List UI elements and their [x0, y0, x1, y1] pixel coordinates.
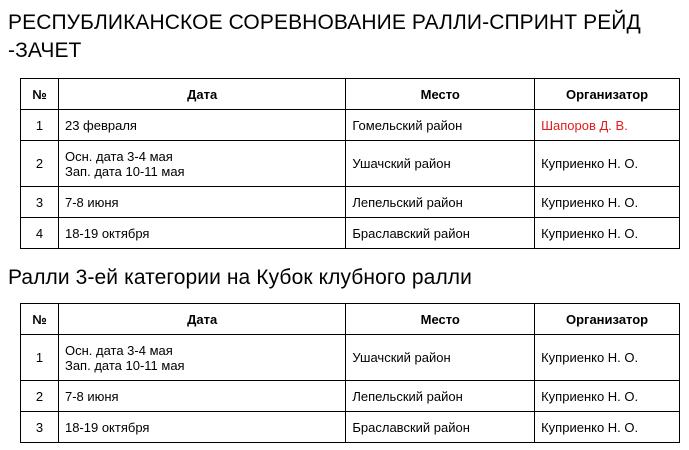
row-place: Ушачский район: [346, 141, 535, 187]
date-line: Зап. дата 10-11 мая: [64, 357, 185, 373]
table-row: [21, 141, 680, 187]
date-line: Осн. дата 3-4 мая: [64, 342, 173, 358]
header-organizer: Организатор: [535, 304, 680, 335]
section-title: Ралли 3-ей категории на Кубок клубного ралли: [8, 266, 472, 289]
row-number: 2: [21, 381, 59, 412]
date-line: Осн. дата 3-4 мая: [64, 148, 173, 164]
header-date: Дата: [58, 304, 345, 335]
header-place: Место: [346, 304, 535, 335]
row-organizer: Куприенко Н. О.: [535, 412, 680, 443]
row-organizer: Куприенко Н. О.: [535, 141, 680, 187]
row-organizer: Куприенко Н. О.: [535, 187, 680, 218]
table-header-row: [21, 304, 680, 335]
date-line: Зап. дата 10-11 мая: [64, 163, 185, 179]
table-row: [21, 218, 680, 249]
date-line: 18-19 октября: [64, 225, 150, 241]
row-place: Браславский район: [346, 218, 535, 249]
row-date: [58, 412, 345, 443]
row-place: Ушачский район: [346, 335, 535, 381]
date-line: 18-19 октября: [64, 419, 150, 435]
row-number: 3: [21, 412, 59, 443]
row-number: 3: [21, 187, 59, 218]
date-line: 7-8 июня: [64, 194, 119, 210]
page-title: РЕСПУБЛИКАНСКОЕ СОРЕВНОВАНИЕ РАЛЛИ-СПРИНТ РЕЙД -ЗАЧЕТ: [8, 11, 641, 62]
row-organizer[interactable]: [535, 110, 680, 141]
row-date: [58, 218, 345, 249]
table-row: [21, 412, 680, 443]
organizer-link[interactable]: Шапоров Д. В.: [541, 117, 628, 133]
date-line: 7-8 июня: [64, 388, 119, 404]
row-place: Браславский район: [346, 412, 535, 443]
table-row: [21, 335, 680, 381]
row-place: Лепельский район: [346, 187, 535, 218]
schedule-table-club-cup: [20, 303, 680, 443]
row-organizer: Куприенко Н. О.: [535, 335, 680, 381]
row-number: 2: [21, 141, 59, 187]
row-organizer: Куприенко Н. О.: [535, 218, 680, 249]
header-number: №: [21, 304, 59, 335]
row-date: [58, 381, 345, 412]
row-number: 1: [21, 335, 59, 381]
row-organizer: Куприенко Н. О.: [535, 381, 680, 412]
schedule-table-republican: [20, 78, 680, 249]
header-place: Место: [346, 79, 535, 110]
header-date: Дата: [58, 79, 345, 110]
row-date: [58, 187, 345, 218]
row-date: [58, 335, 345, 381]
row-number: 1: [21, 110, 59, 141]
row-date: [58, 141, 345, 187]
table-row: [21, 187, 680, 218]
table-row: [21, 381, 680, 412]
row-date: [58, 110, 345, 141]
row-place: Лепельский район: [346, 381, 535, 412]
row-number: 4: [21, 218, 59, 249]
table-header-row: [21, 79, 680, 110]
table-row: [21, 110, 680, 141]
row-place: Гомельский район: [346, 110, 535, 141]
header-organizer: Организатор: [535, 79, 680, 110]
header-number: №: [21, 79, 59, 110]
date-line: 23 февраля: [64, 117, 137, 133]
